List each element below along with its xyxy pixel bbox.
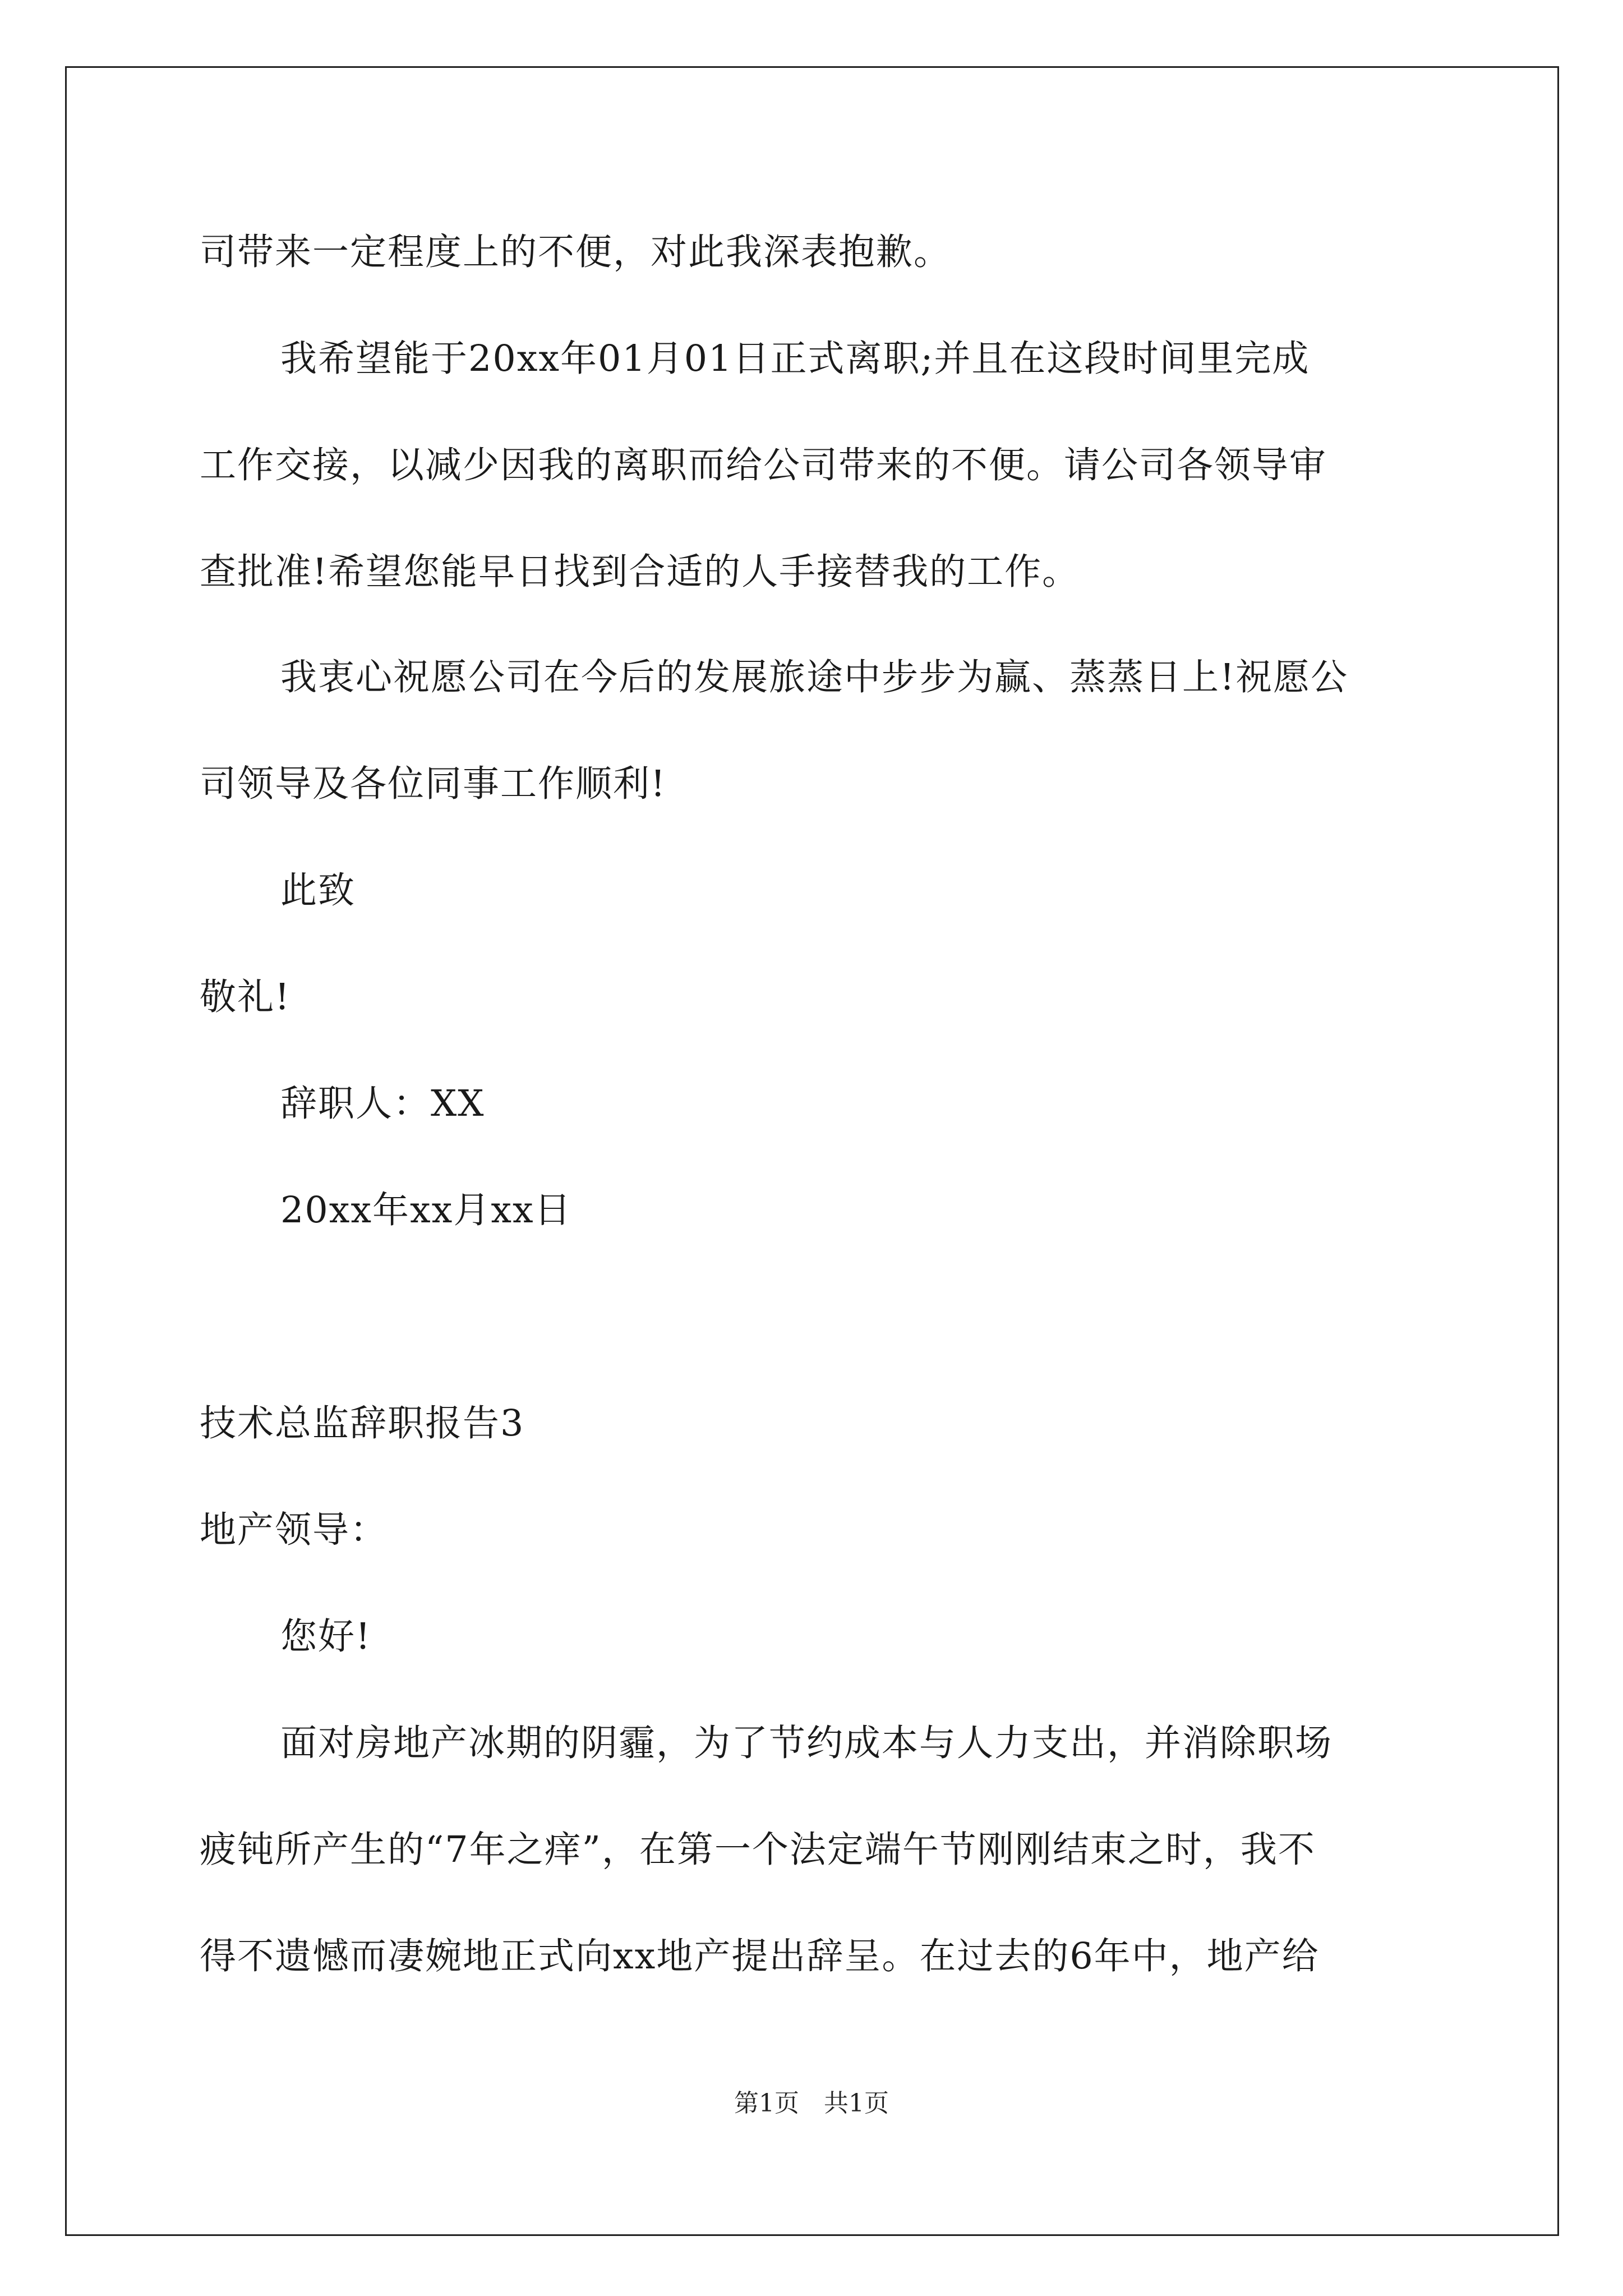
text-line: 工作交接，以减少因我的离职而给公司带来的不便。请公司各领导审 [200, 444, 1327, 486]
text-line: 面对房地产冰期的阴霾，为了节约成本与人力支出，并消除职场 [280, 1722, 1333, 1764]
page-border [65, 66, 1559, 2236]
date-line: 20xx年xx月xx日 [280, 1189, 572, 1231]
text-line: 司领导及各位同事工作顺利! [200, 763, 667, 805]
signature-line: 辞职人：XX [280, 1083, 485, 1125]
salutation-line: 此致 [280, 869, 356, 912]
section-title: 技术总监辞职报告3 [200, 1402, 525, 1444]
page-number: 第1页 共1页 [734, 2089, 889, 2118]
text-line: 我衷心祝愿公司在今后的发展旅途中步步为赢、蒸蒸日上!祝愿公 [280, 656, 1349, 698]
text-line: 我希望能于20xx年01月01日正式离职;并且在这段时间里完成 [280, 338, 1310, 380]
salutation-line: 敬礼! [200, 976, 291, 1018]
text-line: 司带来一定程度上的不便，对此我深表抱歉。 [200, 231, 952, 273]
greeting-line: 您好! [280, 1616, 372, 1658]
text-line: 查批准!希望您能早日找到合适的人手接替我的工作。 [200, 551, 1080, 593]
text-line: 疲钝所产生的“7年之痒”，在第一个法定端午节刚刚结束之时，我不 [200, 1829, 1316, 1871]
addressee-line: 地产领导： [200, 1509, 388, 1551]
text-line: 得不遗憾而凄婉地正式向xx地产提出辞呈。在过去的6年中，地产给 [200, 1935, 1320, 1977]
